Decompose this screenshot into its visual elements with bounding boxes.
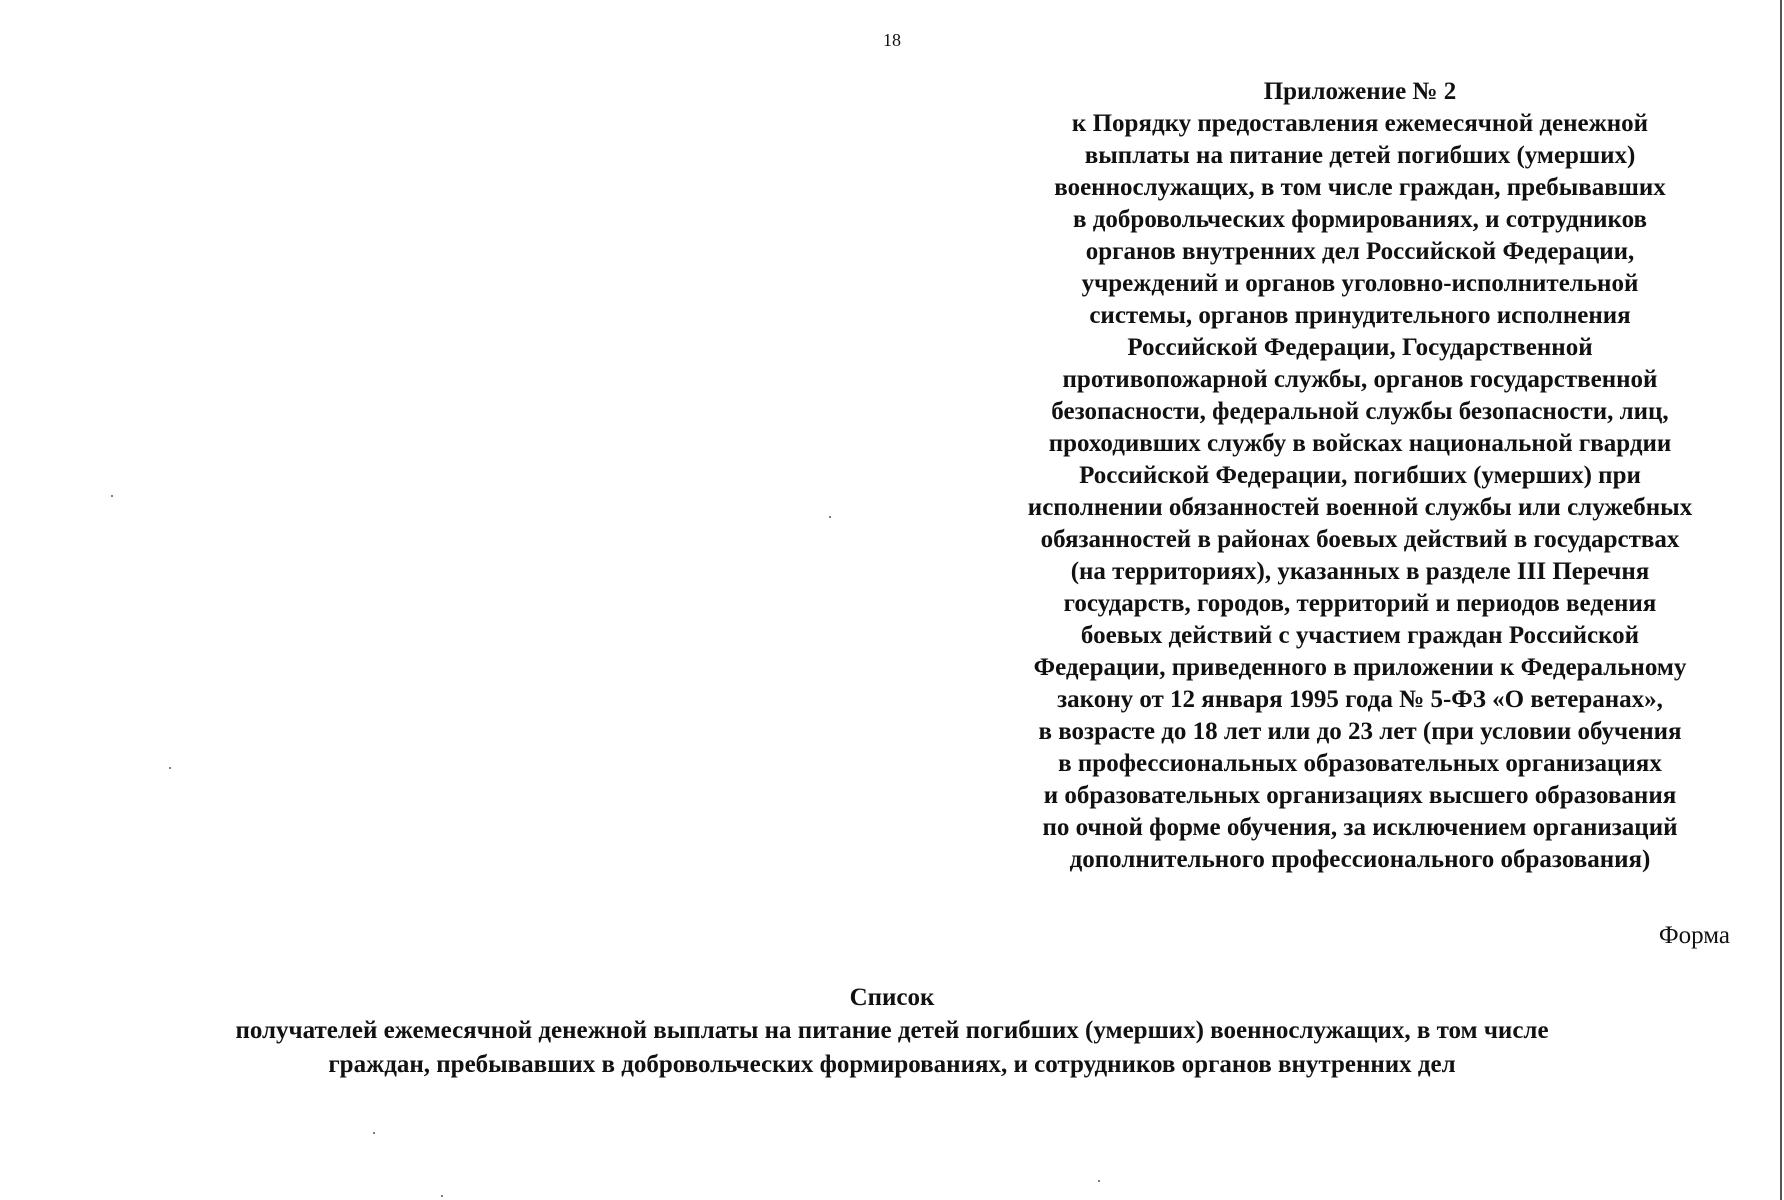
appendix-line: (на территориях), указанных в разделе III Перечня xyxy=(1070,558,1650,585)
list-subtitle-line: граждан, пребывавших в добровольческих формированиях, и сотрудников органов внутренних дел xyxy=(328,1051,1456,1078)
appendix-line: по очной форме обучения, за исключением организаций xyxy=(1042,814,1678,841)
appendix-line: в возрасте до 18 лет или до 23 лет (при условии обучения xyxy=(1038,718,1682,745)
appendix-line: проходивших службу в войсках национальной гвардии xyxy=(1048,430,1672,457)
scan-speck xyxy=(111,495,113,497)
list-subtitle xyxy=(0,1014,1784,1082)
page-number: 18 xyxy=(883,30,901,50)
appendix-line: исполнении обязанностей военной службы или служебных xyxy=(1027,494,1693,521)
appendix-header xyxy=(980,76,1740,876)
appendix-line: государств, городов, территорий и периодов ведения xyxy=(1063,590,1657,617)
appendix-line: Федерации, приведенного в приложении к Федеральному xyxy=(1033,654,1687,681)
scan-speck xyxy=(441,1195,443,1197)
appendix-line: учреждений и органов уголовно-исполнительной xyxy=(1081,270,1639,297)
appendix-title: Приложение № 2 xyxy=(1263,78,1457,105)
appendix-line: безопасности, федеральной службы безопасности, лиц, xyxy=(1051,398,1669,425)
appendix-line: в профессиональных образовательных организациях xyxy=(1058,750,1662,777)
appendix-line: выплаты на питание детей погибших (умерших) xyxy=(1084,142,1636,169)
scan-speck xyxy=(1098,1180,1100,1182)
scan-speck xyxy=(829,516,831,518)
scan-speck xyxy=(169,767,171,769)
appendix-line: органов внутренних дел Российской Федерации, xyxy=(1085,238,1635,265)
appendix-line: Российской Федерации, погибших (умерших) при xyxy=(1079,462,1641,489)
appendix-line: дополнительного профессионального образования) xyxy=(1069,846,1651,873)
list-subtitle-line: получателей ежемесячной денежной выплаты на питание детей погибших (умерших) военнослужащих, в том числе xyxy=(235,1017,1549,1044)
appendix-line: в добровольческих формированиях, и сотрудников xyxy=(1073,206,1647,233)
appendix-line: к Порядку предоставления ежемесячной денежной xyxy=(1071,110,1649,137)
appendix-line: противопожарной службы, органов государственной xyxy=(1062,366,1658,393)
appendix-line: и образовательных организациях высшего образования xyxy=(1043,782,1677,809)
appendix-line: системы, органов принудительного исполнения xyxy=(1089,302,1631,329)
scan-speck xyxy=(373,1132,375,1134)
appendix-line: закону от 12 января 1995 года № 5-ФЗ «О ветеранах», xyxy=(1057,686,1663,713)
appendix-line: Российской Федерации, Государственной xyxy=(1127,334,1593,361)
appendix-line: обязанностей в районах боевых действий в государствах xyxy=(1040,526,1680,553)
appendix-line: военнослужащих, в том числе граждан, пребывавших xyxy=(1054,174,1666,201)
appendix-line: боевых действий с участием граждан Российской xyxy=(1080,622,1640,649)
form-label: Форма xyxy=(1658,922,1730,949)
list-title: Список xyxy=(849,984,935,1011)
